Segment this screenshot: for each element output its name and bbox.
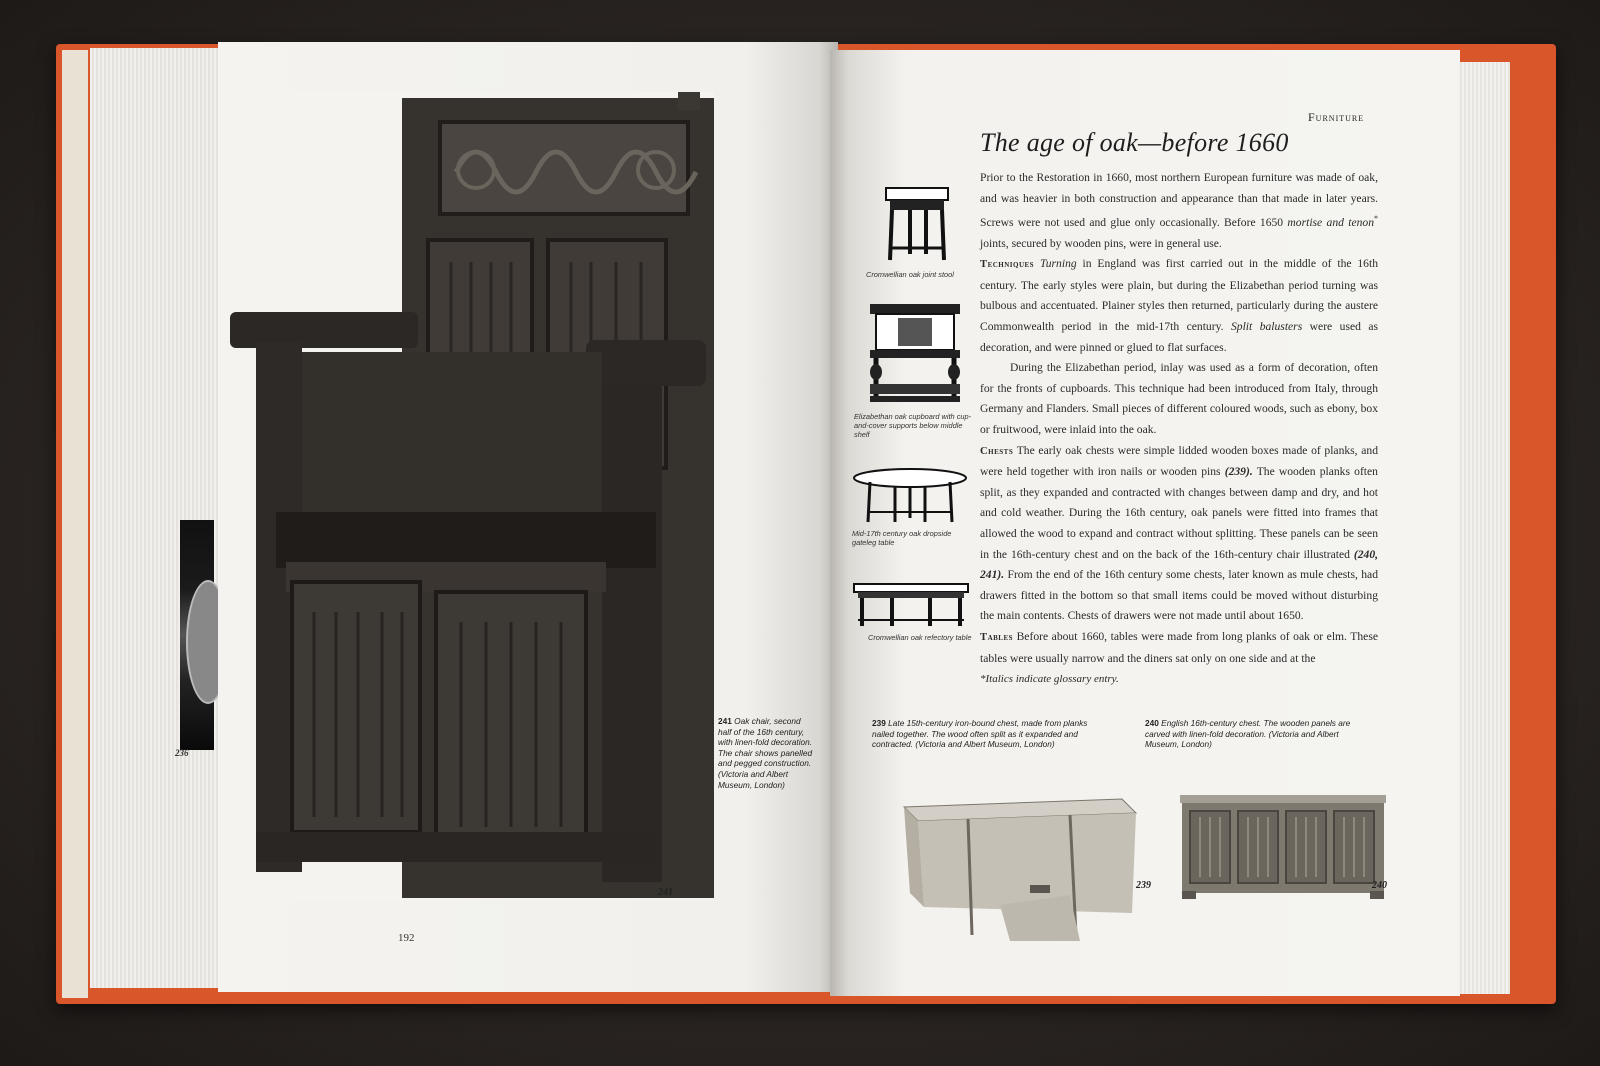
paragraph-intro: Prior to the Restoration in 1660, most northern European furniture was made of oak, and was heavier in both construction and appearance than that made in later years. Screws were not used and glue only occasionally. Before 1650 mortise and tenon* joints, secured by wooden pins, were in general use. — [980, 171, 1378, 250]
previous-page-photo-strip — [180, 520, 214, 750]
sketch-caption-cupboard: Elizabethan oak cupboard with cup-and-cover supports below middle shelf — [854, 412, 972, 439]
footnote: *Italics indicate glossary entry. — [980, 673, 1119, 686]
sketch-caption-refectory: Cromwellian oak refectory table — [868, 633, 972, 642]
iron-bound-chest-photo — [900, 795, 1140, 943]
endpaper — [62, 50, 88, 998]
photo-number-239: 239 — [1136, 880, 1151, 891]
caption-240-text: English 16th-century chest. The wooden panels are carved with linen-fold decoration. (Victoria and Albert Museum, London) — [1145, 718, 1351, 750]
paragraph-tables: Tables Before about 1660, tables were made from long planks of oak or elm. These tables were usually narrow and the diners sat only on one side and at the — [980, 629, 1378, 665]
caption-239-number: 239 — [872, 718, 886, 728]
caption-240-number: 240 — [1145, 718, 1159, 728]
page-number: 192 — [398, 932, 415, 944]
caption-240 — [1145, 718, 1367, 750]
caption-239 — [872, 718, 1100, 750]
joint-stool-sketch — [880, 184, 960, 266]
caption-241-number: 241 — [718, 716, 732, 726]
gateleg-table-sketch — [850, 468, 970, 526]
refectory-table-sketch — [852, 580, 970, 630]
page-stack-right — [1458, 62, 1510, 994]
page-stack-left — [90, 48, 230, 988]
photo-number-240: 240 — [1372, 880, 1387, 891]
body-text — [980, 168, 1378, 690]
caption-241-text: Oak chair, second half of the 16th century, with linen-fold decoration. The chair shows panelled and pegged construction. (Victoria and Albert Museum, London) — [718, 716, 813, 790]
photo-number-241: 241 — [658, 887, 673, 898]
photo-number-236: 236 — [175, 748, 189, 758]
sketch-caption-stool: Cromwellian oak joint stool — [866, 270, 954, 279]
section-heading: The age of oak—before 1660 — [980, 128, 1289, 157]
linen-fold-chest-photo — [1178, 793, 1388, 899]
cupboard-sketch — [866, 300, 964, 408]
caption-241 — [718, 716, 814, 790]
oak-chair-photo — [226, 92, 714, 900]
paragraph-inlay: During the Elizabethan period, inlay was used as a form of decoration, often for the fronts of cupboards. This technique had been introduced from Italy, through Germany and Flanders. Small pieces of different coloured woods, such as ebony, box or fruitwood, were inlaid into the oak. — [980, 361, 1378, 436]
paragraph-chests: Chests The early oak chests were simple lidded wooden boxes made of planks, and were held together with iron nails or wooden pins (239). The wooden planks often split, as they expanded and contracted with changes between damp and dry, and hot and cold weather. During the 16th century, oak panels were fitted into frames that allowed the wood to expand and contract without splitting. These panels can be seen in the 16th-century chest and on the back of the 16th-century chair illustrated (240, 241). From the end of the 16th century some chests, later known as mule chests, had drawers fitted in the bottom so that small items could be moved without disturbing the main contents. Chests of drawers were not made until about 1650. — [980, 443, 1379, 623]
paragraph-techniques: Techniques Turning in England was first carried out in the middle of the 16th century. The early styles were plain, but during the Elizabethan period turning was bulbous and accentuated. Plainer styles then returned, particularly during the austere Commonwealth period in the mid-17th century. Split balusters were used as decoration, and were pinned or glued to flat surfaces. — [980, 257, 1379, 354]
caption-239-text: Late 15th-century iron-bound chest, made from planks nailed together. The wood often split as it expanded and contracted. (Victoria and Albert Museum, London) — [872, 718, 1088, 750]
sketch-caption-gateleg: Mid-17th century oak dropside gateleg table — [852, 529, 952, 547]
running-head-right: Furniture — [1308, 110, 1365, 124]
